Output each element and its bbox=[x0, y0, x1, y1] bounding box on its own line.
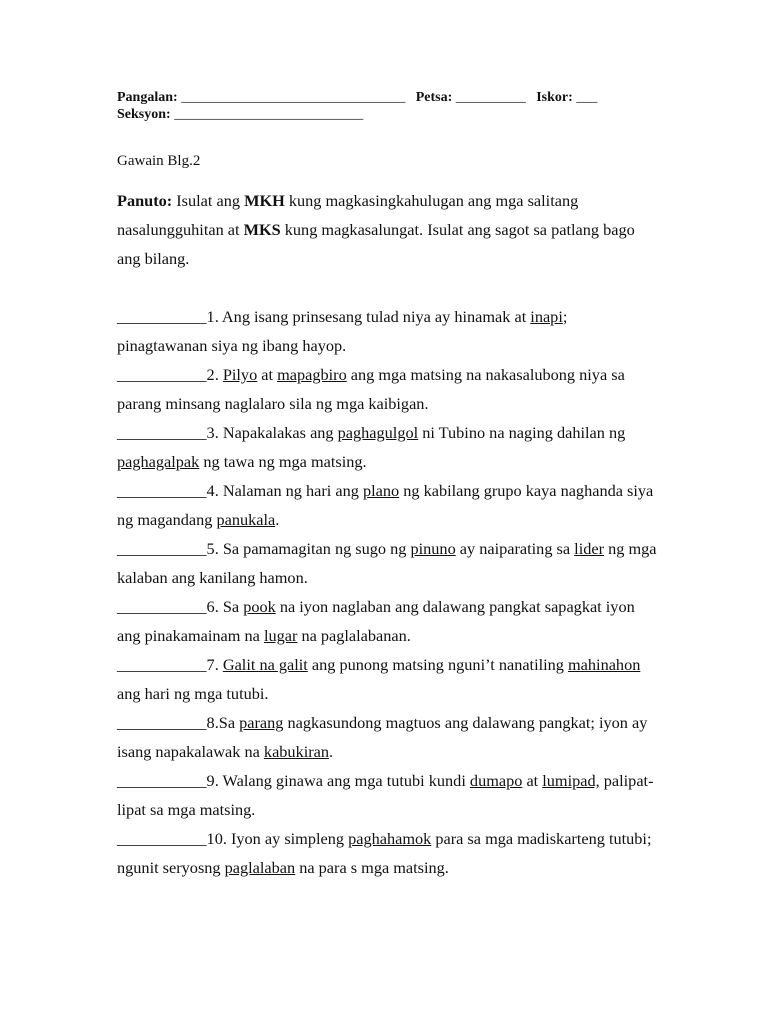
mks-keyword: MKS bbox=[243, 220, 281, 239]
item-text: na para s mga matsing. bbox=[295, 858, 449, 877]
item-text: ng kabilang grupo kaya naghanda siya ng magandang bbox=[117, 481, 654, 529]
underlined-word: mahinahon bbox=[568, 655, 641, 674]
exercise-item bbox=[117, 534, 657, 592]
answer-blank[interactable]: ___________ bbox=[117, 597, 207, 616]
item-text: 10. Iyon ay simpleng bbox=[206, 829, 349, 848]
underlined-word: Galit na galit bbox=[222, 655, 308, 674]
student-info-header bbox=[117, 89, 657, 123]
item-text: ang mga matsing na nakasalubong niya sa parang minsang naglalaro sila ng mga kaibigan. bbox=[117, 365, 625, 413]
score-blank: ___ bbox=[576, 90, 598, 105]
header-row-1 bbox=[117, 89, 657, 106]
answer-blank[interactable]: ___________ bbox=[117, 829, 207, 848]
answer-blank[interactable]: ___________ bbox=[117, 481, 207, 500]
underlined-word: lider bbox=[574, 539, 605, 558]
item-text: na iyon naglaban ang dalawang pangkat sapagkat iyon ang pinakamainam na bbox=[117, 597, 635, 645]
item-text: 6. Sa bbox=[206, 597, 244, 616]
item-text: . bbox=[329, 742, 334, 761]
answer-blank[interactable]: ___________ bbox=[117, 713, 207, 732]
underlined-word: Pilyo bbox=[222, 365, 258, 384]
directions-text-3: kung magkasalungat. Isulat ang sagot sa patlang bago ang bilang. bbox=[117, 220, 635, 268]
exercise-item bbox=[117, 418, 657, 476]
underlined-word: mapagbiro bbox=[277, 365, 347, 384]
item-text: ni Tubino na naging dahilan ng bbox=[418, 423, 626, 442]
item-text: . bbox=[275, 510, 280, 529]
directions-text-2: kung magkasingkahulugan ang mga salitang nasalungguhitan at bbox=[117, 191, 579, 239]
directions bbox=[117, 186, 652, 273]
underlined-word: paghagalpak bbox=[117, 452, 200, 471]
exercise-item bbox=[117, 476, 657, 534]
answer-blank[interactable]: ___________ bbox=[117, 307, 207, 326]
item-text: 1. Ang isang prinsesang tulad niya ay hinamak at bbox=[206, 307, 531, 326]
answer-blank[interactable]: ___________ bbox=[117, 365, 207, 384]
underlined-word: parang bbox=[239, 713, 284, 732]
exercise-item bbox=[117, 766, 657, 824]
underlined-word: pook bbox=[243, 597, 276, 616]
underlined-word: pinuno bbox=[410, 539, 456, 558]
item-text: 8.Sa bbox=[206, 713, 240, 732]
underlined-word: paglalaban bbox=[224, 858, 296, 877]
section-label: Seksyon: bbox=[117, 107, 171, 122]
item-text: 3. Napakalakas ang bbox=[206, 423, 338, 442]
directions-label: Panuto: bbox=[117, 191, 173, 210]
name-blank: ________________________________ bbox=[181, 90, 406, 105]
underlined-word: kabukiran bbox=[263, 742, 330, 761]
item-text: ang punong matsing nguni’t nanatiling bbox=[307, 655, 569, 674]
underlined-word: panukala bbox=[216, 510, 276, 529]
exercise-item bbox=[117, 360, 657, 418]
answer-blank[interactable]: ___________ bbox=[117, 539, 207, 558]
directions-text-1: Isulat ang bbox=[172, 191, 245, 210]
item-text: 4. Nalaman ng hari ang bbox=[206, 481, 363, 500]
item-text: 5. Sa pamamagitan ng sugo ng bbox=[206, 539, 411, 558]
underlined-word: paghagulgol bbox=[337, 423, 419, 442]
exercise-item bbox=[117, 302, 657, 360]
underlined-word: dumapo bbox=[469, 771, 523, 790]
item-text: at bbox=[522, 771, 543, 790]
answer-blank[interactable]: ___________ bbox=[117, 655, 207, 674]
answer-blank[interactable]: ___________ bbox=[117, 771, 207, 790]
item-text: ; pinagtawanan siya ng ibang hayop. bbox=[117, 307, 568, 355]
date-blank: __________ bbox=[455, 90, 526, 105]
item-text: ang hari ng mga tutubi. bbox=[117, 684, 269, 703]
underlined-word: lugar bbox=[263, 626, 298, 645]
answer-blank[interactable]: ___________ bbox=[117, 423, 207, 442]
item-text: 7. bbox=[206, 655, 223, 674]
score-label: Iskor: bbox=[536, 90, 573, 105]
date-label: Petsa: bbox=[415, 90, 453, 105]
item-text: nagkasundong magtuos ang dalawang pangkat; iyon ay isang napakalawak na bbox=[117, 713, 648, 761]
item-text: ng mga kalaban ang kanilang hamon. bbox=[117, 539, 657, 587]
item-text: palipat-lipat sa mga matsing. bbox=[117, 771, 654, 819]
item-text: 2. bbox=[206, 365, 223, 384]
exercise-item bbox=[117, 592, 657, 650]
name-label: Pangalan: bbox=[117, 90, 178, 105]
item-text: ay naiparating sa bbox=[455, 539, 575, 558]
activity-title: Gawain Blg.2 bbox=[117, 153, 201, 169]
exercise-item bbox=[117, 650, 657, 708]
item-text: na paglalabanan. bbox=[297, 626, 411, 645]
exercise-item bbox=[117, 708, 657, 766]
exercise-items bbox=[117, 302, 657, 882]
header-row-2 bbox=[117, 106, 657, 123]
underlined-word: inapi bbox=[530, 307, 563, 326]
section-blank: ___________________________ bbox=[174, 107, 364, 122]
item-text: at bbox=[257, 365, 278, 384]
mkh-keyword: MKH bbox=[244, 191, 285, 210]
item-text: ng tawa ng mga matsing. bbox=[199, 452, 367, 471]
item-text: 9. Walang ginawa ang mga tutubi kundi bbox=[206, 771, 470, 790]
exercise-item bbox=[117, 824, 657, 882]
item-text: para sa mga madiskarteng tutubi; ngunit seryosng bbox=[117, 829, 652, 877]
underlined-word: lumipad, bbox=[542, 771, 600, 790]
underlined-word: plano bbox=[362, 481, 400, 500]
underlined-word: paghahamok bbox=[348, 829, 432, 848]
